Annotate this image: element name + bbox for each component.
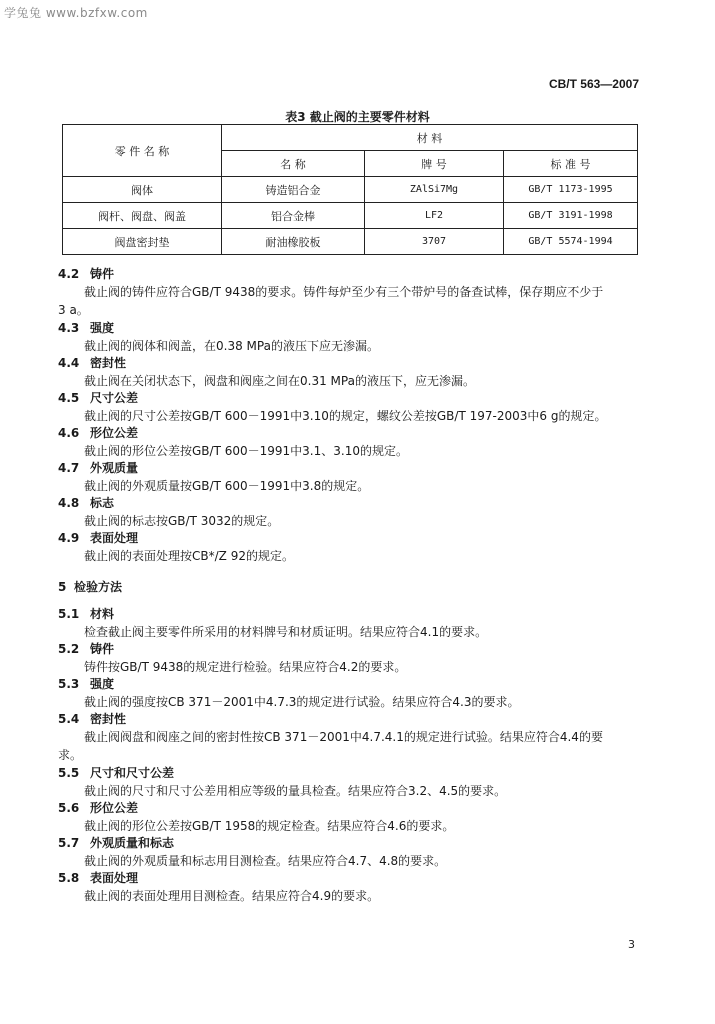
section-heading [58, 711, 643, 728]
section-number: 4.4 [58, 356, 80, 370]
section-title: 形位公差 [90, 801, 139, 815]
section-title: 标志 [90, 496, 115, 510]
cell-grade: 3707 [365, 229, 504, 255]
section-number: 5.8 [58, 871, 80, 885]
chapter-title: 检验方法 [74, 580, 123, 594]
section-heading [58, 266, 643, 283]
watermark-text: 学兔兔 www.bzfxw.com [4, 6, 148, 20]
section-number: 4.5 [58, 391, 80, 405]
section-text: 截止阀的铸件应符合GB/T 9438的要求。铸件每炉至少有三个带炉号的备查试棒，保存期应不少于 [84, 285, 604, 299]
section-title: 强度 [90, 677, 115, 691]
section-text: 截止阀的表面处理用目测检查。结果应符合4.9的要求。 [84, 889, 380, 903]
section-heading [58, 530, 643, 547]
section-title: 形位公差 [90, 426, 139, 440]
section-heading [58, 800, 643, 817]
section-heading [58, 460, 643, 477]
section-number: 5.5 [58, 766, 80, 780]
cell-name: 铝合金棒 [222, 203, 365, 229]
section-text: 截止阀的外观质量按GB/T 600－1991中3.8的规定。 [84, 479, 370, 493]
table-caption: 表3 截止阀的主要零件材料 [285, 110, 430, 124]
materials-table [62, 124, 638, 255]
section-text: 截止阀的形位公差按GB/T 600－1991中3.1、3.10的规定。 [84, 444, 408, 458]
cell-grade: ZAlSi7Mg [365, 177, 504, 203]
section-number: 4.3 [58, 321, 80, 335]
section-text: 截止阀阀盘和阀座之间的密封性按CB 371－2001中4.7.4.1的规定进行试验。结果应符合4.4的要 [84, 730, 603, 744]
section-text: 截止阀的表面处理按CB*/Z 92的规定。 [84, 549, 294, 563]
section-number: 5.7 [58, 836, 80, 850]
cell-standard: GB/T 5574-1994 [504, 229, 638, 255]
section-title: 铸件 [90, 642, 115, 656]
section-text-continued: 求。 [58, 748, 83, 762]
header-part-name: 零 件 名 称 [63, 125, 222, 177]
body-text [58, 266, 643, 905]
header-grade: 牌 号 [365, 151, 504, 177]
section-text: 截止阀的尺寸和尺寸公差用相应等级的量具检查。结果应符合3.2、4.5的要求。 [84, 784, 507, 798]
section-heading [58, 355, 643, 372]
section-number: 4.9 [58, 531, 80, 545]
section-text: 截止阀的尺寸公差按GB/T 600－1991中3.10的规定，螺纹公差按GB/T 197-2003中6 g的规定。 [84, 409, 607, 423]
section-heading [58, 606, 643, 623]
section-title: 材料 [90, 607, 115, 621]
section-text: 截止阀的阀体和阀盖，在0.38 MPa的液压下应无渗漏。 [84, 339, 379, 353]
section-number: 4.6 [58, 426, 80, 440]
section-number: 5.4 [58, 712, 80, 726]
section-heading [58, 835, 643, 852]
section-number: 5.1 [58, 607, 80, 621]
section-heading [58, 676, 643, 693]
table-row [63, 177, 638, 203]
section-title: 外观质量 [90, 461, 139, 475]
section-number: 5.6 [58, 801, 80, 815]
section-title: 密封性 [90, 356, 127, 370]
section-title: 密封性 [90, 712, 127, 726]
page-number: 3 [628, 938, 635, 951]
cell-standard: GB/T 3191-1998 [504, 203, 638, 229]
section-heading [58, 765, 643, 782]
section-title: 表面处理 [90, 531, 139, 545]
section-title: 铸件 [90, 267, 115, 281]
section-number: 5.2 [58, 642, 80, 656]
section-text: 截止阀的标志按GB/T 3032的规定。 [84, 514, 280, 528]
section-heading [58, 641, 643, 658]
section-number: 4.2 [58, 267, 80, 281]
cell-grade: LF2 [365, 203, 504, 229]
section-text: 截止阀的外观质量和标志用目测检查。结果应符合4.7、4.8的要求。 [84, 854, 447, 868]
section-heading [58, 320, 643, 337]
cell-part: 阀盘密封垫 [63, 229, 222, 255]
section-number: 4.8 [58, 496, 80, 510]
table-row [63, 203, 638, 229]
section-heading [58, 425, 643, 442]
section-text: 铸件按GB/T 9438的规定进行检验。结果应符合4.2的要求。 [84, 660, 407, 674]
header-standard: 标 准 号 [504, 151, 638, 177]
cell-name: 耐油橡胶板 [222, 229, 365, 255]
header-name: 名 称 [222, 151, 365, 177]
section-number: 5.3 [58, 677, 80, 691]
table-row [63, 229, 638, 255]
cell-part: 阀杆、阀盘、阀盖 [63, 203, 222, 229]
chapter-heading [58, 579, 643, 596]
section-text: 检查截止阀主要零件所采用的材料牌号和材质证明。结果应符合4.1的要求。 [84, 625, 488, 639]
header-material: 材 料 [222, 125, 638, 151]
section-title: 强度 [90, 321, 115, 335]
section-text-continued: 3 a。 [58, 303, 89, 317]
section-text: 截止阀在关闭状态下，阀盘和阀座之间在0.31 MPa的液压下，应无渗漏。 [84, 374, 475, 388]
chapter-number: 5 [58, 580, 67, 594]
section-text: 截止阀的强度按CB 371－2001中4.7.3的规定进行试验。结果应符合4.3的要求。 [84, 695, 520, 709]
section-title: 尺寸公差 [90, 391, 139, 405]
section-title: 表面处理 [90, 871, 139, 885]
section-heading [58, 870, 643, 887]
standard-number: CB/T 563—2007 [548, 77, 639, 91]
cell-standard: GB/T 1173-1995 [504, 177, 638, 203]
section-title: 外观质量和标志 [90, 836, 175, 850]
cell-name: 铸造铝合金 [222, 177, 365, 203]
section-text: 截止阀的形位公差按GB/T 1958的规定检查。结果应符合4.6的要求。 [84, 819, 455, 833]
section-heading [58, 495, 643, 512]
cell-part: 阀体 [63, 177, 222, 203]
section-number: 4.7 [58, 461, 80, 475]
section-heading [58, 390, 643, 407]
section-title: 尺寸和尺寸公差 [90, 766, 175, 780]
